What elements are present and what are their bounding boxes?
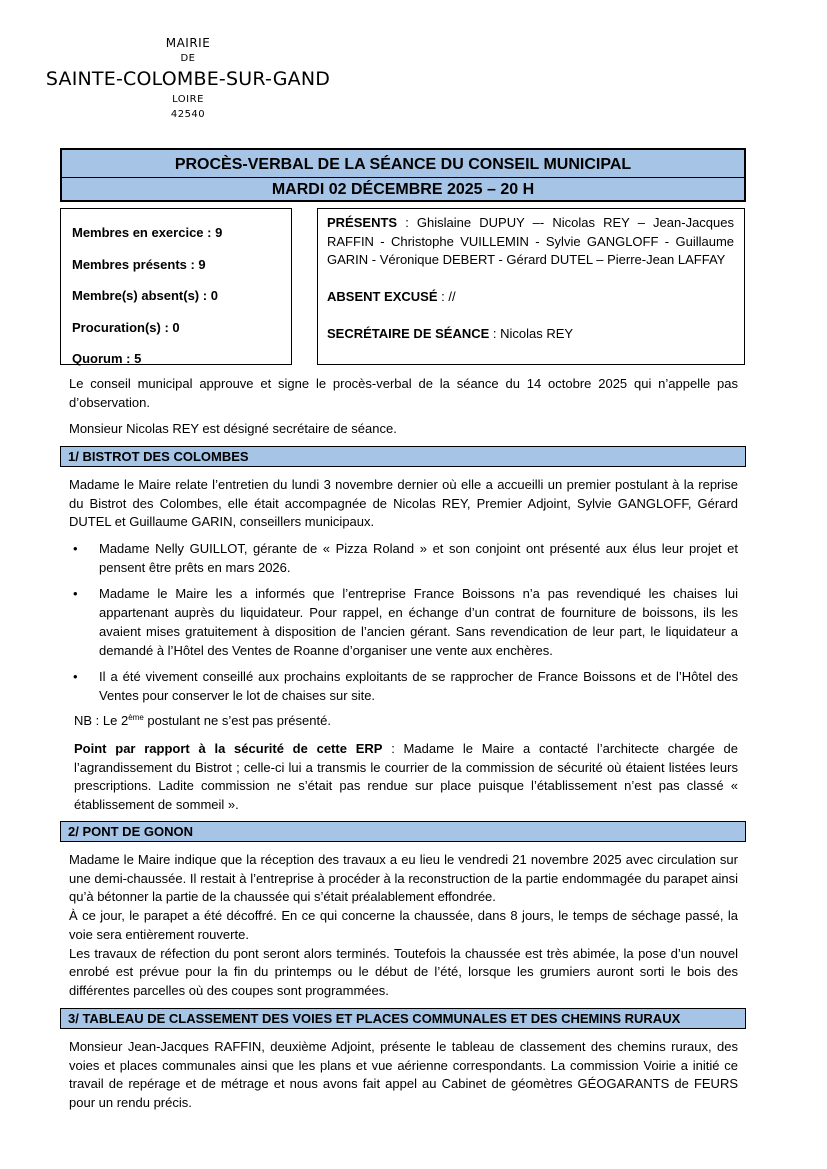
stat-quorum: Quorum : 5 — [72, 351, 142, 366]
secretary-line — [327, 325, 734, 344]
bullet-text: Madame Nelly GUILLOT, gérante de « Pizza Roland » et son conjoint ont présenté aux élus leur projet et pensent être prêts en mars 2026. — [99, 541, 738, 575]
title-line2: MARDI 02 DÉCEMBRE 2025 – 20 H — [62, 177, 744, 202]
nb-superscript: ème — [128, 713, 144, 722]
section1-intro: Madame le Maire relate l’entretien du lundi 3 novembre dernier où elle a accueilli un premier postulant à la reprise du Bistrot des Colombes, elle était accompagnée de Nicolas REY, Premier Adjoint, Sylvie GANGLOFF, Gérard DUTEL et Guillaume GARIN, conseillers municipaux. — [69, 477, 738, 530]
section1-nb — [74, 712, 738, 731]
secretary-label: SECRÉTAIRE DE SÉANCE — [327, 325, 490, 341]
stat-proxies: Procuration(s) : 0 — [72, 319, 180, 335]
section3-body: Monsieur Jean-Jacques RAFFIN, deuxième Adjoint, présente le tableau de classement des chemins ruraux, des voies et places communales ainsi que les plans et vue aérienne correspondants. La commission Voirie a initié ce travail de repérage et de métrage et nous avons fait appel au Cabinet de géomètres GÉOGARANTS de FEURS pour un rendu précis. — [69, 1039, 738, 1111]
intro-approval: Le conseil municipal approuve et signe le procès-verbal de la séance du 14 octobre 2025 qui n’appelle pas d’observation. — [69, 376, 738, 410]
section1-heading: 1/ BISTROT DES COLOMBES — [60, 446, 746, 467]
safety-text: : Madame le Maire a contacté l’architecte chargée de l’agrandissement du Bistrot ; celle-ci lui a transmis le courrier de la commission de sécurité où étaient listées leurs prescriptions. Ladite commission ne s’était pas rendue sur place puisque l’établissement n’est pas classé « établissement de sommeil ». — [74, 741, 738, 813]
stat-members-in-office: Membres en exercice : 9 — [72, 225, 223, 240]
nb-prefix: NB : Le 2 — [74, 713, 129, 728]
stat-members-absent: Membre(s) absent(s) : 0 — [72, 288, 218, 303]
attendance-stats — [60, 208, 292, 365]
section1-bullet-list — [69, 540, 738, 714]
section2-line: Madame le Maire indique que la réception des travaux a eu lieu le vendredi 21 novembre 2025 avec circulation sur une demi-chaussée. Il restait à l’entreprise à procéder à la reconstruction de la partie endommagée du parapet ainsi qu’à bétonner la partie de la chaussée qui s’était préalablement effondrée. — [69, 852, 738, 905]
presence-box — [317, 208, 745, 365]
bullet-icon: • — [73, 541, 78, 556]
list-item — [69, 585, 738, 660]
list-item — [69, 668, 738, 705]
letterhead-line1: MAIRIE — [165, 36, 211, 50]
nb-suffix: postulant ne s’est pas présenté. — [143, 713, 331, 728]
bullet-text: Il a été vivement conseillé aux prochains exploitants de se rapprocher de France Boissons et de l’Hôtel des Ventes pour conserver le lot de chaises sur site. — [99, 669, 738, 703]
section2-line: Les travaux de réfection du pont seront alors terminés. Toutefois la chaussée est très abimée, la pose d’un nouvel enrobé est prévue pour la fin du printemps ou le début de l’été, lorsque les grumiers auront sorti le bois des différentes parcelles où des coupes sont programmées. — [69, 945, 738, 998]
absent-line — [327, 288, 734, 307]
section2-heading: 2/ PONT DE GONON — [60, 821, 746, 842]
present-label: PRÉSENTS — [327, 215, 398, 230]
section2-body — [69, 851, 738, 1001]
title-line1: PROCÈS-VERBAL DE LA SÉANCE DU CONSEIL MUNICIPAL — [174, 156, 632, 173]
section1-safety — [74, 740, 738, 815]
bullet-icon: • — [73, 669, 78, 685]
secretary-value: : Nicolas REY — [489, 325, 574, 341]
section2-line: À ce jour, le parapet a été décoffré. En ce qui concerne la chaussée, dans 8 jours, le temps de séchage passé, la voie sera entièrement rouverte. — [69, 908, 738, 942]
letterhead-department: LOIRE — [172, 94, 204, 105]
safety-label: Point par rapport à la sécurité de cette ERP — [74, 741, 383, 756]
absent-label: ABSENT EXCUSÉ — [327, 289, 438, 305]
document-title — [60, 148, 746, 202]
bullet-icon: • — [73, 586, 78, 602]
present-names: : Ghislaine DUPUY –- Nicolas REY – Jean-Jacques RAFFIN - Christophe VUILLEMIN - Sylvie GANGLOFF - Guillaume GARIN - Véronique DEBERT - Gérard DUTEL – Pierre-Jean LAFFAY — [327, 215, 734, 268]
letterhead — [30, 36, 346, 122]
intro-secretary: Monsieur Nicolas REY est désigné secrétaire de séance. — [69, 421, 397, 436]
absent-value: : // — [437, 289, 456, 305]
bullet-text: Madame le Maire les a informés que l’entreprise France Boissons n’a pas revendiqué les chaises lui appartenant auprès du liquidateur. Pour rappel, en échange d’un contrat de fourniture de boissons, ils les avaient mises gratuitement à disposition de l’ancien gérant. Sans revendication de leur part, le liquidateur a demandé à l’Hôtel des Ventes de Roanne d’organiser une vente aux enchères. — [99, 586, 738, 658]
present-list — [327, 214, 734, 270]
letterhead-postcode: 42540 — [170, 109, 206, 120]
stat-members-present: Membres présents : 9 — [72, 256, 206, 272]
letterhead-commune: SAINTE-COLOMBE-SUR-GAND — [45, 68, 331, 90]
list-item — [69, 540, 738, 577]
section3-heading: 3/ TABLEAU DE CLASSEMENT DES VOIES ET PLACES COMMUNALES ET DES CHEMINS RURAUX — [60, 1008, 746, 1029]
letterhead-line2: DE — [180, 53, 196, 64]
